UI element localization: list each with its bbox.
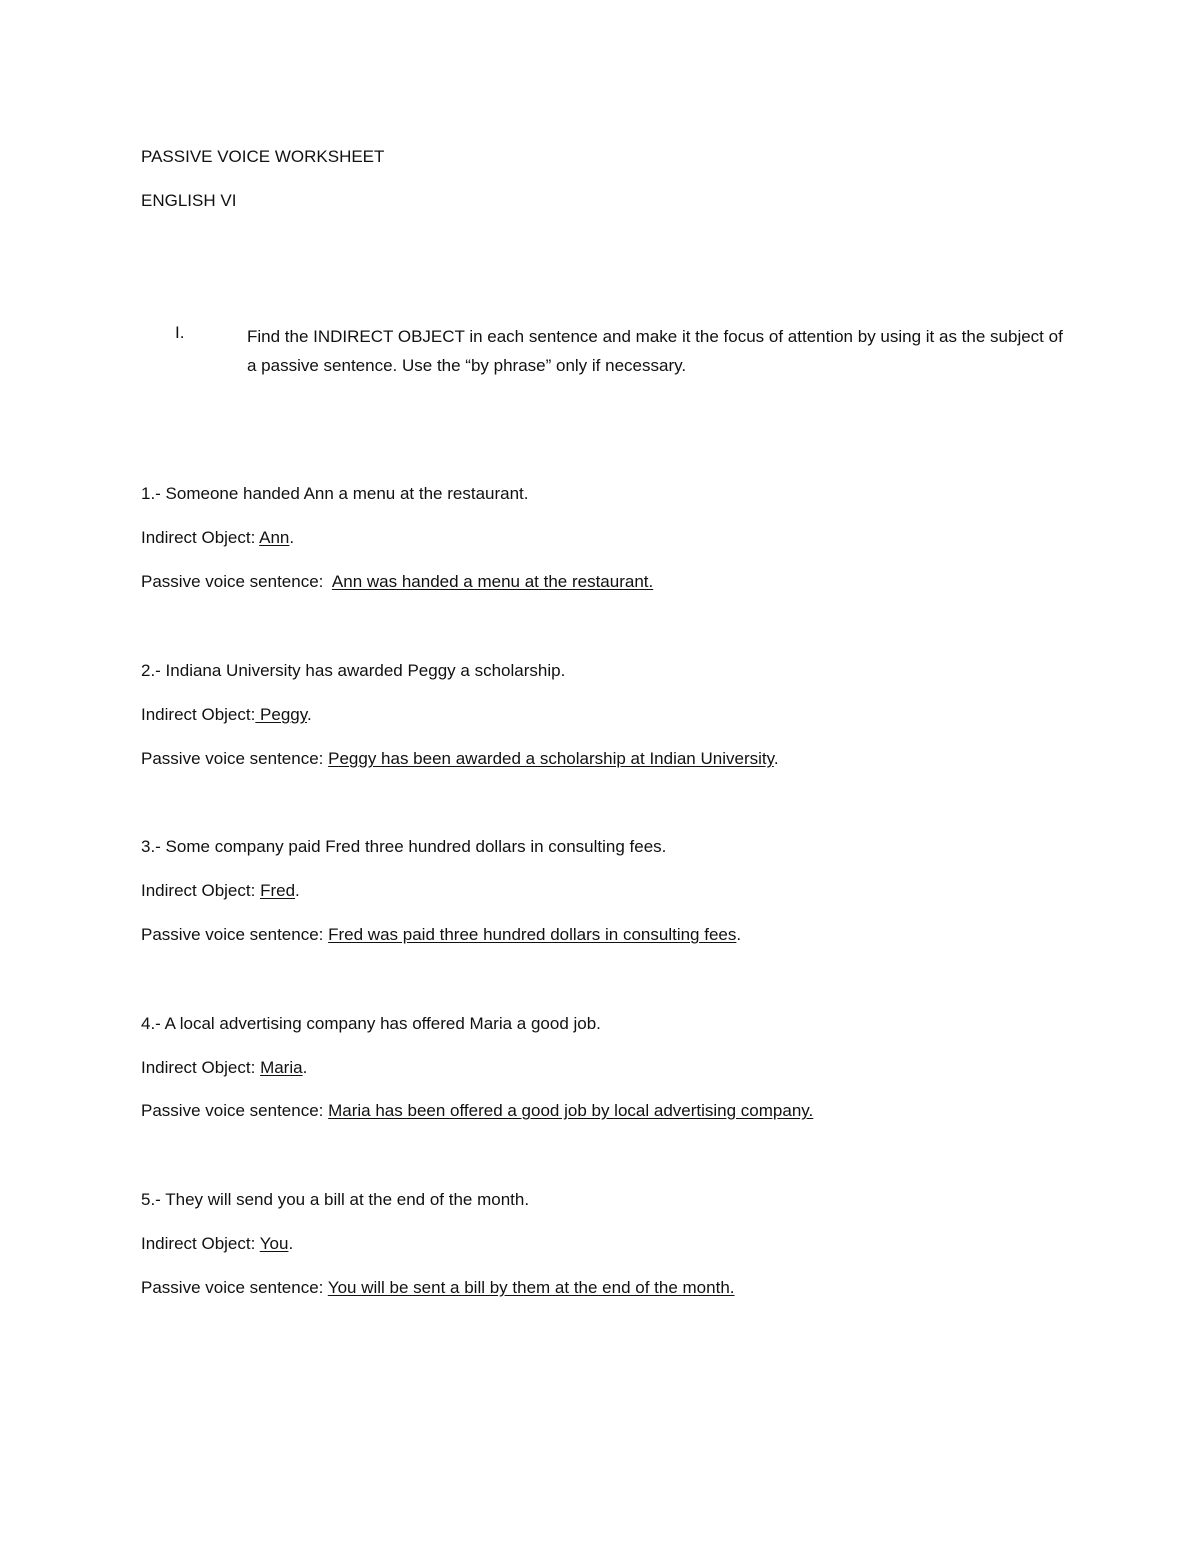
passive-sentence-label: Passive voice sentence:: [141, 1101, 324, 1120]
indirect-object-answer: You: [259, 1234, 289, 1253]
indirect-object-line: [141, 1057, 307, 1079]
worksheet-title: PASSIVE VOICE WORKSHEET: [141, 147, 385, 166]
indirect-object-label: Indirect Object:: [141, 528, 256, 547]
passive-sentence-line: [141, 1100, 813, 1122]
answer-punctuation: .: [295, 881, 300, 900]
section-number: I.: [175, 323, 185, 342]
passive-sentence-answer: Maria has been offered a good job by local advertising company.: [328, 1101, 814, 1120]
exercise-prompt: 2.- Indiana University has awarded Peggy a scholarship.: [141, 661, 566, 680]
exercise-prompt: 1.- Someone handed Ann a menu at the restaurant.: [141, 484, 529, 503]
passive-sentence-answer: Ann was handed a menu at the restaurant.: [331, 572, 654, 591]
answer-punctuation: .: [288, 1234, 294, 1253]
exercise-prompt: 5.- They will send you a bill at the end of the month.: [141, 1190, 530, 1209]
passive-sentence-label: Passive voice sentence:: [141, 1278, 324, 1297]
answer-punctuation: .: [289, 528, 295, 547]
passive-sentence-label: Passive voice sentence:: [141, 925, 324, 944]
exercise-prompt: 4.- A local advertising company has offered Maria a good job.: [141, 1014, 601, 1033]
passive-sentence-line: [141, 924, 741, 946]
passive-sentence-answer: Peggy has been awarded a scholarship at Indian University: [328, 749, 774, 768]
indirect-object-label: Indirect Object:: [141, 1058, 256, 1077]
answer-punctuation: .: [307, 705, 312, 724]
indirect-object-line: [141, 704, 312, 726]
indirect-object-line: [141, 1233, 293, 1255]
indirect-object-answer: Fred: [260, 881, 296, 900]
indirect-object-label: Indirect Object:: [141, 881, 256, 900]
indirect-object-answer: Ann: [259, 528, 290, 547]
passive-sentence-label: Passive voice sentence:: [141, 749, 324, 768]
indirect-object-label: Indirect Object:: [141, 1234, 256, 1253]
answer-punctuation: .: [736, 925, 742, 944]
answer-punctuation: .: [302, 1058, 308, 1077]
answer-punctuation: .: [773, 749, 779, 768]
passive-sentence-answer: You will be sent a bill by them at the end of the month.: [327, 1278, 735, 1297]
passive-sentence-answer: Fred was paid three hundred dollars in consulting fees: [328, 925, 737, 944]
indirect-object-label: Indirect Object:: [141, 705, 256, 724]
indirect-object-answer: Peggy: [255, 705, 307, 724]
indirect-object-line: [141, 880, 300, 902]
passive-sentence-label: Passive voice sentence:: [141, 572, 324, 591]
section-instructions: Find the INDIRECT OBJECT in each sentence and make it the focus of attention by using it as the subject of a passive sentence. Use the “by phrase” only if necessary.: [247, 327, 1063, 375]
indirect-object-answer: Maria: [260, 1058, 303, 1077]
passive-sentence-line: [141, 1277, 735, 1299]
passive-sentence-line: [141, 571, 653, 593]
passive-sentence-line: [141, 748, 779, 770]
indirect-object-line: [141, 527, 294, 549]
exercise-prompt: 3.- Some company paid Fred three hundred dollars in consulting fees.: [141, 837, 667, 856]
course-subtitle: ENGLISH VI: [141, 191, 237, 210]
